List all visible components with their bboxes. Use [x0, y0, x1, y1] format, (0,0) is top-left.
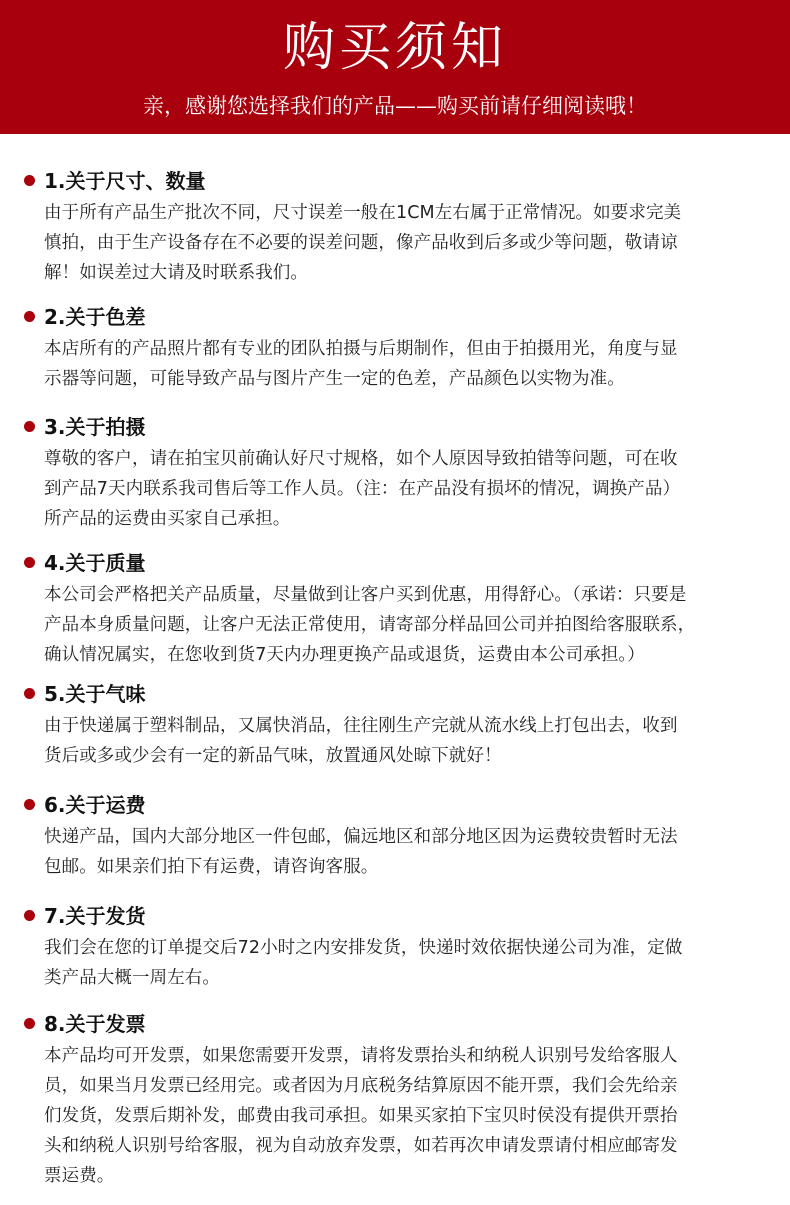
section-line: 确认情况属实，在您收到货7天内办理更换产品或退货，运费由本公司承担。）: [44, 645, 645, 665]
section-size-quantity: [0, 166, 790, 288]
section-line: 由于快递属于塑料制品，又属快消品，往往刚生产完就从流水线上打包出去，收到: [44, 716, 678, 736]
section-body: [44, 334, 786, 394]
section-title: 7.关于发货: [44, 904, 146, 928]
section-line: 尊敬的客户，请在拍宝贝前确认好尺寸规格，如个人原因导致拍错等问题，可在收: [44, 449, 678, 469]
section-title: 2.关于色差: [44, 305, 146, 329]
header-banner: [0, 0, 790, 134]
section-line: 由于所有产品生产批次不同，尺寸误差一般在1CM左右属于正常情况。如要求完美: [44, 203, 682, 223]
section-body: [44, 933, 786, 993]
section-title: 8.关于发票: [44, 1012, 146, 1036]
section-title: 5.关于气味: [44, 682, 146, 706]
section-line: 所产品的运费由买家自己承担。: [44, 509, 291, 529]
section-ordering: [0, 412, 790, 534]
section-body: [44, 711, 786, 771]
section-body: [44, 444, 786, 534]
section-line: 货后或多或少会有一定的新品气味，放置通风处晾下就好！: [44, 746, 502, 766]
section-line: 类产品大概一周左右。: [44, 968, 220, 988]
section-line: 本店所有的产品照片都有专业的团队拍摄与后期制作，但由于拍摄用光，角度与显: [44, 339, 678, 359]
section-body: [44, 1041, 786, 1191]
section-line: 本产品均可开发票，如果您需要开发票，请将发票抬头和纳税人识别号发给客服人: [44, 1046, 678, 1066]
section-odor: [0, 679, 790, 771]
section-title: 1.关于尺寸、数量: [44, 169, 206, 193]
bullet-icon: [24, 910, 35, 921]
section-line: 员，如果当月发票已经用完。或者因为月底税务结算原因不能开票，我们会先给亲: [44, 1076, 678, 1096]
section-line: 解！如误差过大请及时联系我们。: [44, 263, 308, 283]
section-line: 们发货，发票后期补发，邮费由我司承担。如果买家拍下宝贝时侯没有提供开票抬: [44, 1106, 678, 1126]
page-subtitle: 亲，感谢您选择我们的产品——购买前请仔细阅读哦！: [143, 94, 647, 118]
bullet-icon: [24, 688, 35, 699]
bullet-icon: [24, 557, 35, 568]
section-title: 4.关于质量: [44, 551, 146, 575]
section-line: 票运费。: [44, 1166, 115, 1186]
section-title: 3.关于拍摄: [44, 415, 146, 439]
bullet-icon: [24, 799, 35, 810]
section-color-difference: [0, 302, 790, 394]
section-body: [44, 580, 786, 670]
section-invoice: [0, 1009, 790, 1191]
section-shipping-fee: [0, 790, 790, 882]
section-line: 慎拍，由于生产设备存在不必要的误差问题，像产品收到后多或少等问题，敬请谅: [44, 233, 678, 253]
bullet-icon: [24, 421, 35, 432]
section-line: 头和纳税人识别号给客服，视为自动放弃发票，如若再次申请发票请付相应邮寄发: [44, 1136, 678, 1156]
section-line: 到产品7天内联系我司售后等工作人员。（注：在产品没有损坏的情况，调换产品）: [44, 479, 681, 499]
section-quality: [0, 548, 790, 670]
bullet-icon: [24, 175, 35, 186]
section-line: 我们会在您的订单提交后72小时之内安排发货，快递时效依据快递公司为准，定做: [44, 938, 683, 958]
section-title: 6.关于运费: [44, 793, 146, 817]
section-line: 包邮。如果亲们拍下有运费，请咨询客服。: [44, 857, 379, 877]
section-line: 产品本身质量问题，让客户无法正常使用，请寄部分样品回公司并拍图给客服联系，: [44, 615, 696, 635]
page-title: 购买须知: [282, 18, 507, 78]
section-body: [44, 822, 786, 882]
section-line: 本公司会严格把关产品质量，尽量做到让客户买到优惠，用得舒心。（承诺：只要是: [44, 585, 687, 605]
section-delivery: [0, 901, 790, 993]
section-line: 快递产品，国内大部分地区一件包邮，偏远地区和部分地区因为运费较贵暂时无法: [44, 827, 678, 847]
bullet-icon: [24, 1018, 35, 1029]
bullet-icon: [24, 311, 35, 322]
section-line: 示器等问题，可能导致产品与图片产生一定的色差，产品颜色以实物为准。: [44, 369, 625, 389]
section-body: [44, 198, 786, 288]
